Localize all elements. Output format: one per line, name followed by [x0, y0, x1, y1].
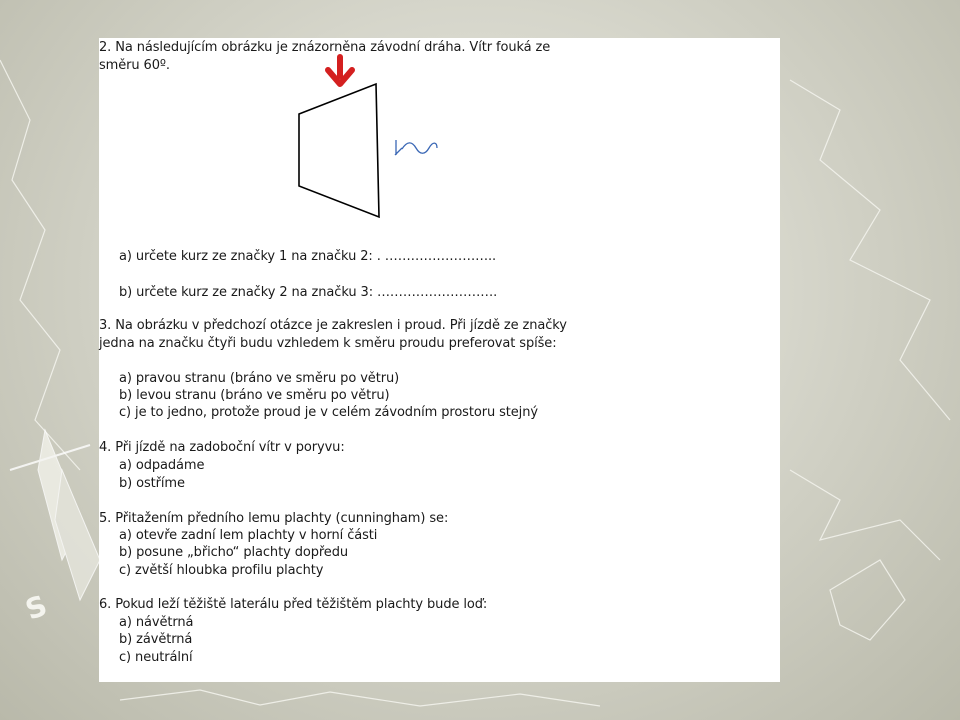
worksheet-page [99, 38, 780, 682]
wind-arrow [328, 57, 352, 84]
course-track [299, 84, 379, 217]
q4-option-b: b) ostříme [119, 476, 185, 491]
island-shape [830, 560, 905, 640]
q6-option-c: c) neutrální [119, 650, 193, 665]
q5-option-c: c) zvětší hloubka profilu plachty [119, 563, 324, 578]
q2-line1: 2. Na následujícím obrázku je znázorněna závodní dráha. Vítr fouká ze [99, 40, 551, 55]
race-course-diagram [99, 38, 780, 238]
q2-option-a: a) určete kurz ze značky 1 na značku 2: . …………………….. [119, 249, 497, 264]
coastline-right-low [790, 470, 940, 560]
compass-rose [10, 430, 100, 600]
coastline-left [0, 60, 80, 470]
q3-option-b: b) levou stranu (bráno ve směru po větru) [119, 388, 390, 403]
current-symbol [395, 140, 437, 155]
q6-option-a: a) návětrná [119, 615, 194, 630]
q6-option-b: b) závětrná [119, 632, 193, 647]
coastline-right [790, 80, 950, 420]
q2-option-b: b) určete kurz ze značky 2 na značku 3: ………………………. [119, 285, 498, 300]
q5-line1: 5. Přitažením předního lemu plachty (cunningham) se: [99, 511, 449, 526]
q5-option-a: a) otevře zadní lem plachty v horní části [119, 528, 378, 543]
q3-line1: 3. Na obrázku v předchozí otázce je zakreslen i proud. Při jízdě ze značky [99, 318, 567, 333]
q2-line2: směru 60º. [99, 58, 170, 73]
q5-option-b: b) posune „břicho“ plachty dopředu [119, 545, 348, 560]
compass-s-label: S [21, 588, 52, 627]
q4-line1: 4. Při jízdě na zadoboční vítr v poryvu: [99, 440, 345, 455]
q6-line1: 6. Pokud leží těžiště laterálu před těžištěm plachty bude loď: [99, 597, 488, 612]
q3-line2: jedna na značku čtyři budu vzhledem k směru proudu preferovat spíše: [99, 336, 557, 351]
coastline-bottom [120, 690, 600, 706]
q4-option-a: a) odpadáme [119, 458, 205, 473]
q3-option-c: c) je to jedno, protože proud je v celém závodním prostoru stejný [119, 405, 538, 420]
q3-option-a: a) pravou stranu (bráno ve směru po větru) [119, 371, 400, 386]
